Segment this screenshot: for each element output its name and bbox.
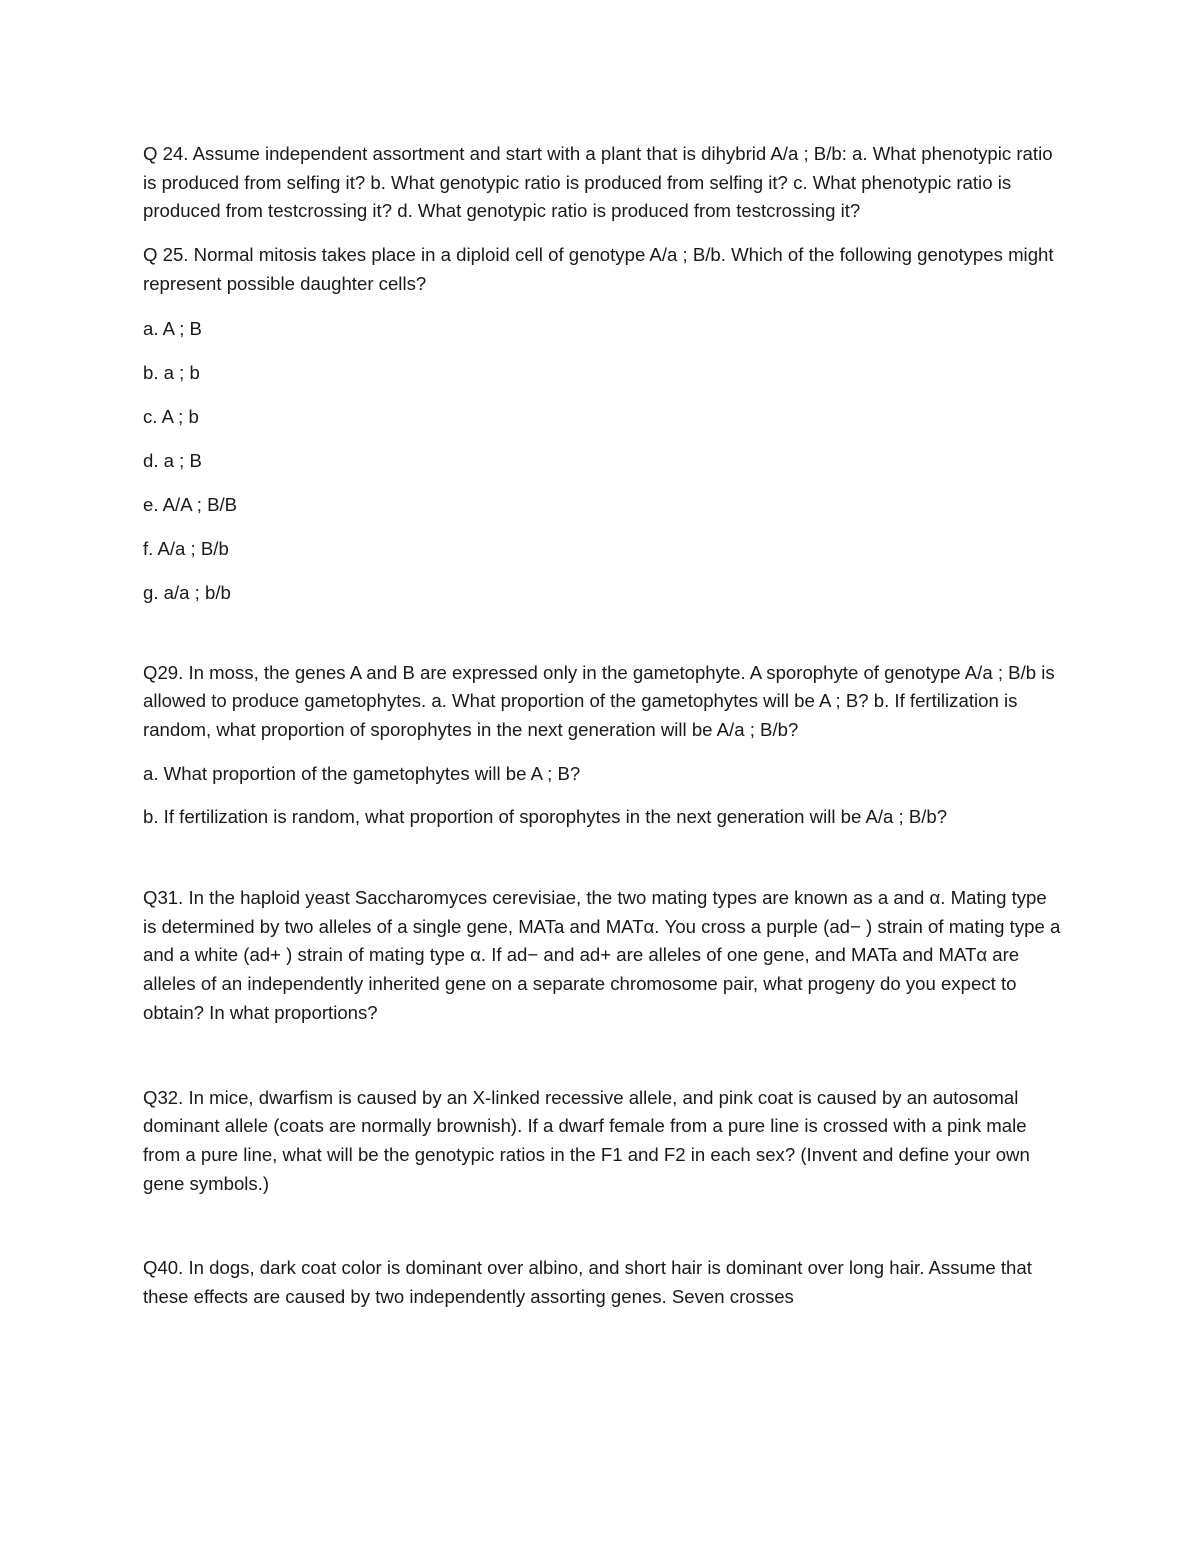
q29-part-a: a. What proportion of the gametophytes will be A ; B? (143, 762, 581, 784)
question-24: Q 24. Assume independent assortment and start with a plant that is dihybrid A/a ; B/b: a. What phenotypic ratio is produced from selfing it? b. What genotypic ratio is produced from selfing it? c. What phenotypic ratio is produced from testcrossing it? d. What genotypic ratio is produced from testcrossing it? (143, 143, 1053, 222)
q25-option-c: c. A ; b (143, 405, 199, 427)
question-32: Q32. In mice, dwarfism is caused by an X-linked recessive allele, and pink coat is caused by an autosomal dominant allele (coats are normally brownish). If a dwarf female from a pure line is crossed with a pink male from a pure line, what will be the genotypic ratios in the F1 and F2 in each sex? (Invent and define your own gene symbols.) (143, 1086, 1030, 1194)
q25-option-g: g. a/a ; b/b (143, 581, 231, 603)
question-31: Q31. In the haploid yeast Saccharomyces cerevisiae, the two mating types are known as a and α. Mating type is determined by two alleles of a single gene, MATa and MATα. You cross a purple (ad− ) strain of mating type a and a white (ad+ ) strain of mating type α. If ad− and ad+ are alleles of one gene, and MATa and MATα are alleles of an independently inherited gene on a separate chromosome pair, what progeny do you expect to obtain? In what proportions? (143, 887, 1061, 1023)
question-25: Q 25. Normal mitosis takes place in a diploid cell of genotype A/a ; B/b. Which of the following genotypes might represent possible daughter cells? (143, 244, 1054, 294)
q29-part-b: b. If fertilization is random, what proportion of sporophytes in the next generation will be A/a ; B/b? (143, 806, 948, 828)
q25-option-b: b. a ; b (143, 361, 200, 383)
q25-option-f: f. A/a ; B/b (143, 537, 229, 559)
q25-option-d: d. a ; B (143, 449, 202, 471)
q25-option-a: a. A ; B (143, 317, 202, 339)
question-40: Q40. In dogs, dark coat color is dominant over albino, and short hair is dominant over long hair. Assume that these effects are caused by two independently assorting genes. Seven crosses (143, 1257, 1032, 1308)
document-body (143, 140, 1063, 1312)
q25-option-e: e. A/A ; B/B (143, 493, 238, 515)
question-29: Q29. In moss, the genes A and B are expressed only in the gametophyte. A sporophyte of genotype A/a ; B/b is allowed to produce gametophytes. a. What proportion of the gametophytes will be A ; B? b. If fertilization is random, what proportion of sporophytes in the next generation will be A/a ; B/b? (143, 661, 1055, 740)
